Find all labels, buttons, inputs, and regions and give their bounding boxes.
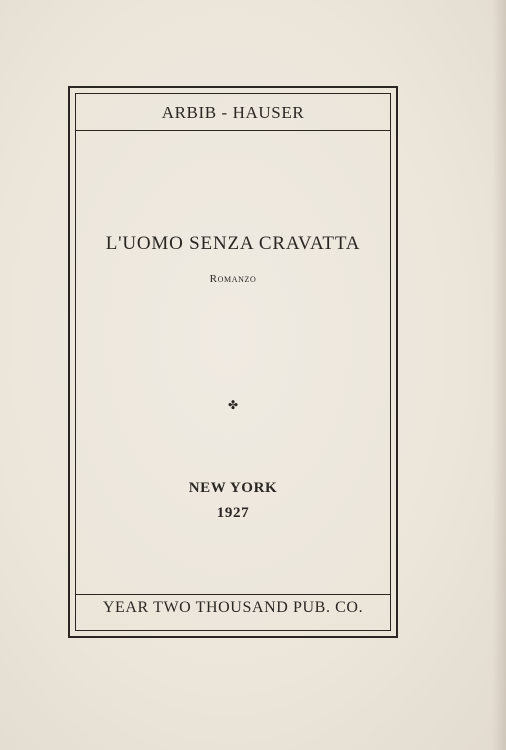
publisher-name: YEAR TWO THOUSAND PUB. CO. — [102, 599, 364, 616]
page-edge-shadow — [492, 0, 506, 750]
publication-city: NEW YORK — [188, 480, 278, 496]
footer-rule — [75, 594, 391, 595]
ornament-icon: ✤ — [227, 398, 239, 412]
header-rule — [75, 130, 391, 131]
book-title: L'UOMO SENZA CRAVATTA — [105, 233, 361, 254]
author-name: ARBIB - HAUSER — [161, 103, 305, 122]
book-subtitle: Romanzo — [209, 273, 257, 285]
publication-year: 1927 — [216, 505, 250, 521]
inner-border-frame — [75, 93, 391, 631]
